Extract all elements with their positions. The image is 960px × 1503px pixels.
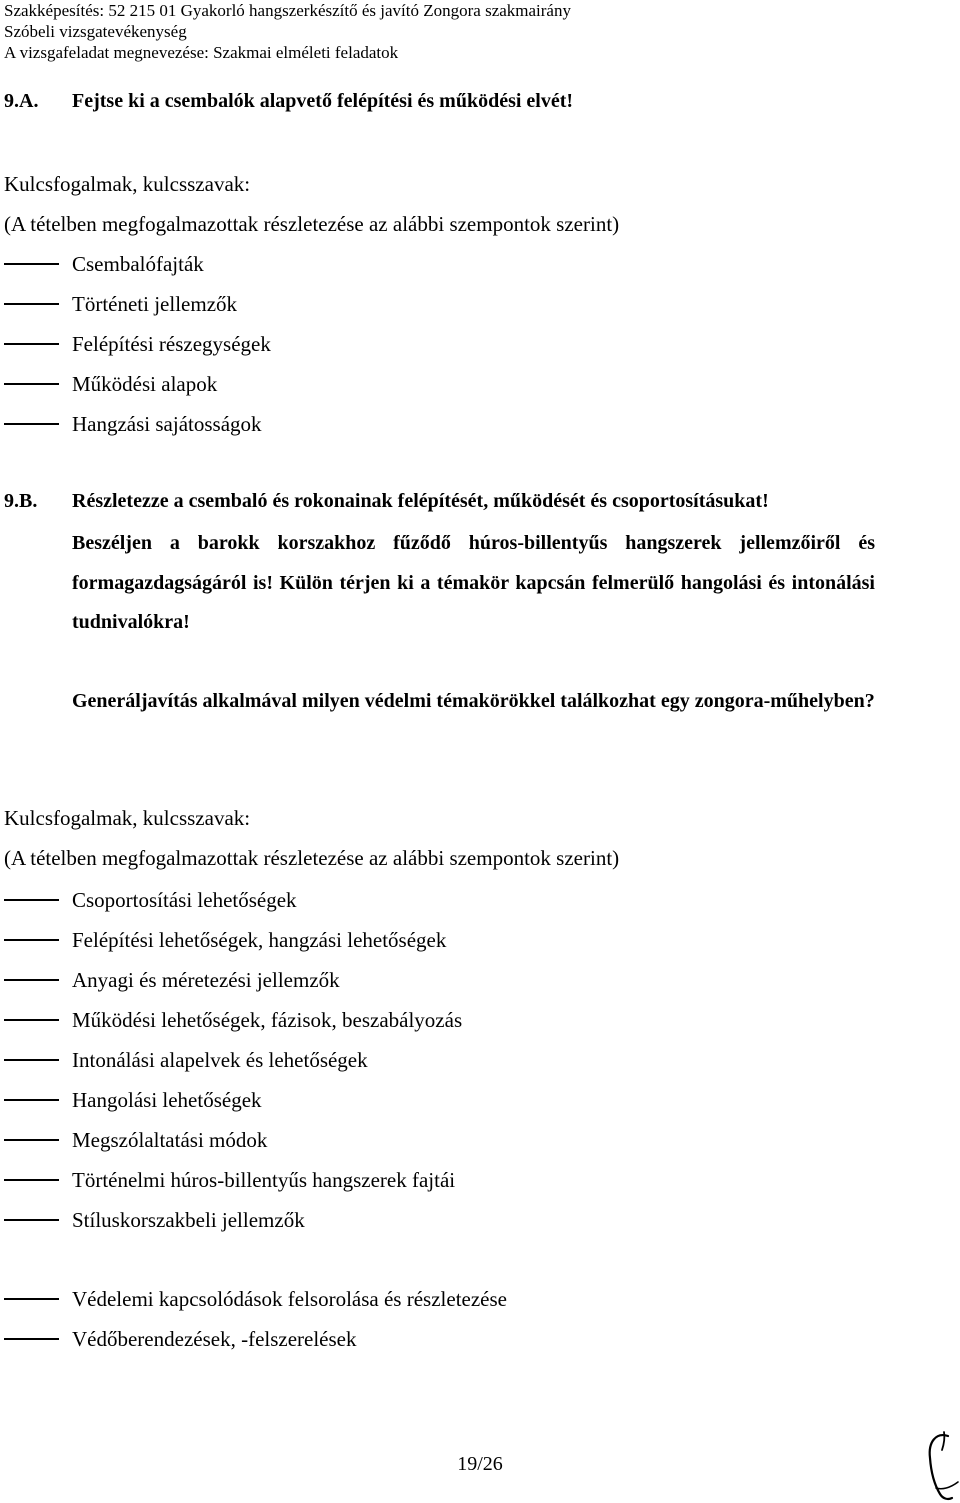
dash-bullet xyxy=(4,979,59,981)
task-b-keywords-title: Kulcsfogalmak, kulcsszavak: xyxy=(4,806,251,830)
dash-bullet xyxy=(4,899,59,901)
dash-bullet xyxy=(4,1019,59,1021)
task-b-keywords-subtitle: (A tételben megfogalmazottak részletezése az alábbi szempontok szerint) xyxy=(4,846,620,870)
header-line-exam-activity: Szóbeli vizsgatevékenység xyxy=(4,22,187,41)
task-a-question-text: Fejtse ki a csembalók alapvető felépítési és működési elvét! xyxy=(72,90,574,112)
dash-bullet xyxy=(4,1298,59,1300)
dash-bullet xyxy=(4,1139,59,1141)
dash-bullet xyxy=(4,343,59,345)
dash-bullet xyxy=(4,1219,59,1221)
task-b-question-paragraph-1: Beszéljen a barokk korszakhoz fűződő húros-billentyűs hangszerek jellemzőiről és formagazdagságáról is! Külön térjen ki a témakör kapcsán felmerülő hangolási és intonálási tudnivalókra! xyxy=(72,532,875,633)
dash-bullet xyxy=(4,1179,59,1181)
task-b-question-paragraph-2: Generáljavítás alkalmával milyen védelmi témakörökkel találkozhat egy zongora-műhelyben? xyxy=(72,690,875,712)
page-number: 19/26 xyxy=(457,1453,503,1475)
header-line-qualification: Szakképesítés: 52 215 01 Gyakorló hangszerkészítő és javító Zongora szakmairány xyxy=(4,1,571,20)
task-a-keywords-subtitle: (A tételben megfogalmazottak részletezése az alábbi szempontok szerint) xyxy=(4,212,620,236)
dash-bullet xyxy=(4,939,59,941)
dash-bullet xyxy=(4,383,59,385)
dash-bullet xyxy=(4,1099,59,1101)
header-line-task-name: A vizsgafeladat megnevezése: Szakmai elméleti feladatok xyxy=(4,43,399,62)
task-a-keywords-title: Kulcsfogalmak, kulcsszavak: xyxy=(4,172,251,196)
task-b-question-line1: Részletezze a csembaló és rokonainak felépítését, működését és csoportosításukat! xyxy=(72,490,769,512)
task-a-number: 9.A. xyxy=(4,90,39,112)
signature-icon xyxy=(918,1428,960,1503)
task-b-number: 9.B. xyxy=(4,490,38,512)
dash-bullet xyxy=(4,1338,59,1340)
document-header xyxy=(4,0,571,63)
dash-bullet xyxy=(4,303,59,305)
dash-bullet xyxy=(4,1059,59,1061)
dash-bullet xyxy=(4,423,59,425)
dash-bullet xyxy=(4,263,59,265)
